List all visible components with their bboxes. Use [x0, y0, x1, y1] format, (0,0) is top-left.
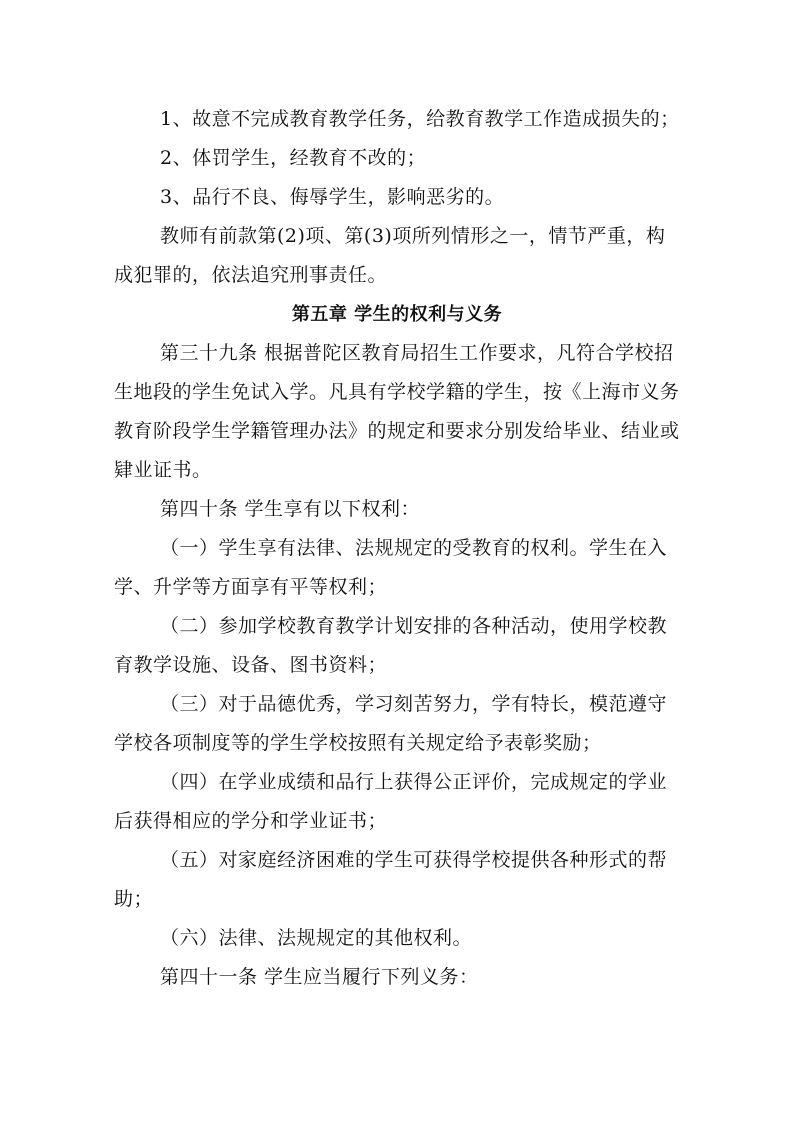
right-item-4: （四）在学业成绩和品行上获得公正评价，完成规定的学业后获得相应的学分和学业证书； — [114, 771, 668, 832]
right-item-3: （三）对于品德优秀，学习刻苦努力，学有特长，模范遵守学校各项制度等的学生学校按照有关规定给予表彰奖励； — [114, 693, 668, 754]
right-item-1: （一）学生享有法律、法规规定的受教育的权利。学生在入学、升学等方面享有平等权利； — [114, 537, 668, 598]
article-40: 第四十条 学生享有以下权利： — [160, 498, 421, 520]
right-item-2: （二）参加学校教育教学计划安排的各种活动，使用学校教育教学设施、设备、图书资料； — [114, 615, 668, 676]
paragraph-item-2: 2、体罚学生，经教育不改的； — [160, 147, 427, 169]
right-item-5: （五）对家庭经济困难的学生可获得学校提供各种形式的帮助； — [114, 849, 668, 910]
document-body — [114, 100, 680, 997]
paragraph-item-1: 1、故意不完成教育教学任务，给教育教学工作造成损失的； — [160, 108, 680, 130]
chapter-heading: 第五章 学生的权利与义务 — [291, 304, 503, 325]
paragraph-teacher-liability: 教师有前款第(2)项、第(3)项所列情形之一，情节严重，构成犯罪的，依法追究刑事责任。 — [114, 225, 666, 286]
article-41: 第四十一条 学生应当履行下列义务： — [160, 966, 479, 988]
paragraph-item-3: 3、品行不良、侮辱学生，影响恶劣的。 — [160, 186, 505, 208]
article-39: 第三十九条 根据普陀区教育局招生工作要求，凡符合学校招生地段的学生免试入学。凡具有学校学籍的学生，按《上海市义务教育阶段学生学籍管理办法》的规定和要求分别发给毕业、结业或肄业证书。 — [114, 342, 680, 481]
right-item-6: （六）法律、法规规定的其他权利。 — [160, 927, 473, 949]
